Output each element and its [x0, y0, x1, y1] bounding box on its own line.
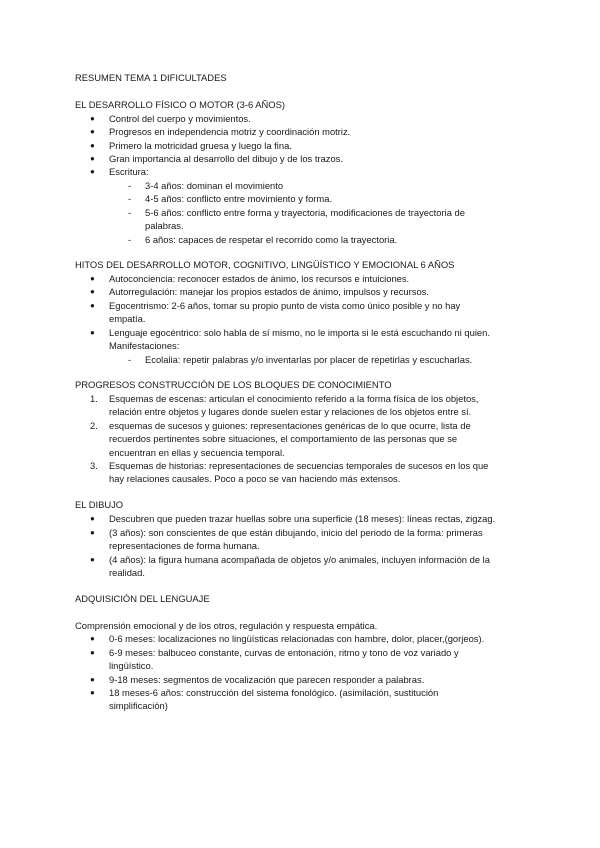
bullet-marker: ●: [90, 167, 95, 176]
bullet-marker: ●: [90, 514, 95, 523]
section-heading: EL DESARROLLO FÍSICO O MOTOR (3-6 AÑOS): [75, 99, 285, 110]
numbered-item: esquemas de sucesos y guiones: representaciones genéricas de lo que ocurre, lista de: [109, 420, 471, 431]
bullet-marker: ●: [90, 648, 95, 657]
sub-list-item: 3-4 años: dominan el movimiento: [145, 180, 284, 191]
number-marker: 3.: [90, 460, 98, 471]
list-item: Lenguaje egocéntrico: solo habla de sí mismo, no le importa si le está escuchando ni quien.: [109, 327, 490, 338]
dash-marker: -: [128, 180, 132, 191]
section-heading: EL DIBUJO: [75, 499, 124, 510]
list-item: 6-9 meses: balbuceo constante, curvas de entonación, ritmo y tono de voz variado y: [109, 647, 459, 658]
list-item-continuation: simplificación): [109, 700, 168, 711]
list-item-continuation: empatía.: [109, 313, 146, 324]
bullet-marker: ●: [90, 141, 95, 150]
list-item-continuation: Manifestaciones:: [109, 340, 180, 351]
bullet-marker: ●: [90, 154, 95, 163]
list-item: Egocentrismo: 2-6 años, tomar su propio punto de vista como único posible y no hay: [109, 300, 461, 311]
list-item: Control del cuerpo y movimientos.: [109, 113, 251, 124]
bullet-marker: ●: [90, 287, 95, 296]
sub-list-item: 6 años: capaces de respetar el recorrido como la trayectoria.: [145, 234, 398, 245]
list-item: Gran importancia al desarrollo del dibujo y de los trazos.: [109, 153, 343, 164]
sub-list-item: Ecolalia: repetir palabras y/o inventarlas por placer de repetirlas y escucharlas.: [145, 354, 473, 365]
numbered-item-continuation: relación entre objetos y lugares donde suelen estar y relaciones de los objetos entre sí.: [109, 406, 472, 417]
list-item: 9-18 meses: segmentos de vocalización que parecen responder a palabras.: [109, 674, 425, 685]
dash-marker: -: [128, 207, 132, 218]
dash-marker: -: [128, 354, 132, 365]
section-intro: Comprensión emocional y de los otros, regulación y respuesta empática.: [75, 620, 378, 631]
list-item: Escritura:: [109, 166, 149, 177]
number-marker: 1.: [90, 393, 98, 404]
sub-list-item: 4-5 años: conflicto entre movimiento y forma.: [145, 193, 333, 204]
list-item: Descubren que pueden trazar huellas sobre una superficie (18 meses): líneas rectas, zigzag.: [109, 513, 496, 524]
list-item: (3 años): son conscientes de que están dibujando, inicio del periodo de la forma: primeras: [109, 527, 483, 538]
numbered-item-continuation: recuerdos pertinentes sobre situaciones, el comportamiento de las personas que se: [109, 433, 458, 444]
section-heading: ADQUISICIÓN DEL LENGUAJE: [75, 593, 210, 604]
numbered-item: Esquemas de historias: representaciones de secuencias temporales de sucesos en los que: [109, 460, 489, 471]
section-heading: HITOS DEL DESARROLLO MOTOR, COGNITIVO, LINGÜÍSTICO Y EMOCIONAL 6 AÑOS: [75, 259, 455, 270]
bullet-marker: ●: [90, 274, 95, 283]
number-marker: 2.: [90, 420, 98, 431]
section-heading: PROGRESOS CONSTRUCCIÓN DE LOS BLOQUES DE CONOCIMIENTO: [75, 379, 392, 390]
bullet-marker: ●: [90, 688, 95, 697]
dash-marker: -: [128, 193, 132, 204]
list-item: Autorregulación: manejar los propios estados de ánimo, impulsos y recursos.: [109, 286, 429, 297]
bullet-marker: ●: [90, 675, 95, 684]
sub-list-item: 5-6 años: conflicto entre forma y trayectoria, modificaciones de trayectoria de: [145, 207, 465, 218]
list-item: (4 años): la figura humana acompañada de objetos y/o animales, incluyen información de la: [109, 554, 490, 565]
list-item-continuation: representaciones de forma humana.: [109, 540, 260, 551]
bullet-marker: ●: [90, 301, 95, 310]
list-item-continuation: lingüístico.: [109, 660, 154, 671]
list-item: 0-6 meses: localizaciones no lingüísticas relacionadas con hambre, dolor, placer,(gorjeos).: [109, 633, 485, 644]
bullet-marker: ●: [90, 114, 95, 123]
numbered-item: Esquemas de escenas: articulan el conocimiento referido a la forma física de los objetos,: [109, 393, 479, 404]
bullet-marker: ●: [90, 528, 95, 537]
document-title: RESUMEN TEMA 1 DIFICULTADES: [75, 72, 227, 83]
bullet-marker: ●: [90, 328, 95, 337]
dash-marker: -: [128, 234, 132, 245]
list-item-continuation: realidad.: [109, 567, 145, 578]
sub-list-item-continuation: palabras.: [145, 220, 184, 231]
bullet-marker: ●: [90, 634, 95, 643]
bullet-marker: ●: [90, 127, 95, 136]
list-item: Autoconciencia: reconocer estados de ánimo, los recursos e intuiciones.: [109, 273, 410, 284]
numbered-item-continuation: encuentran en ellas y secuencia temporal.: [109, 447, 285, 458]
list-item: Primero la motricidad gruesa y luego la fina.: [109, 140, 292, 151]
numbered-item-continuation: hay relaciones causales. Poco a poco se van haciendo más extensos.: [109, 473, 401, 484]
bullet-marker: ●: [90, 555, 95, 564]
list-item: Progresos en independencia motriz y coordinación motriz.: [109, 126, 351, 137]
list-item: 18 meses-6 años: construcción del sistema fonológico. (asimilación, sustitución: [109, 687, 439, 698]
